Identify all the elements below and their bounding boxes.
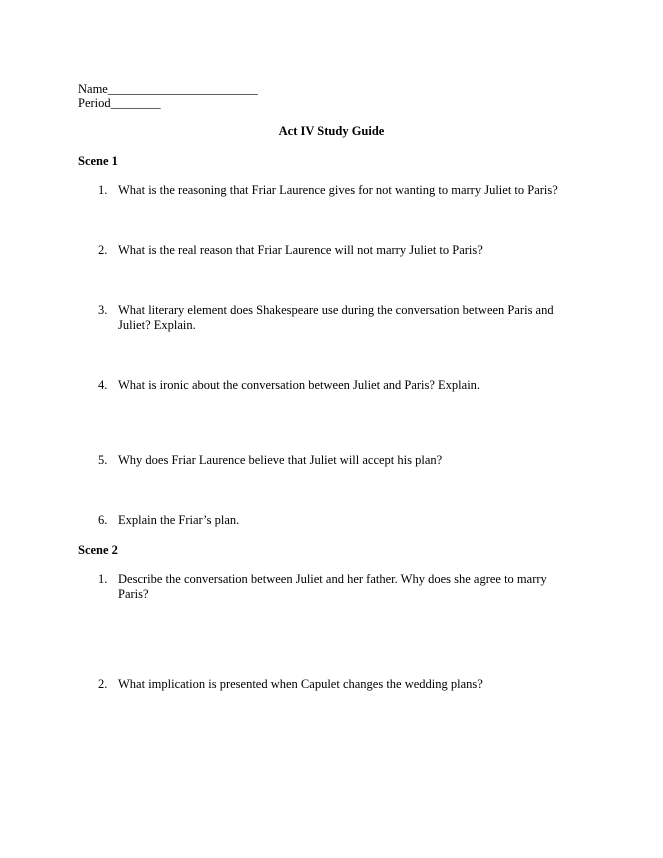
question-text: What is ironic about the conversation between Juliet and Paris? Explain.	[118, 378, 481, 392]
question-number: 4.	[98, 378, 108, 392]
question-number: 5.	[98, 453, 108, 467]
scene-1-question-2	[98, 243, 578, 258]
name-blank: ________________________	[107, 82, 258, 96]
question-number: 6.	[98, 513, 108, 527]
scene-1-question-3	[98, 303, 578, 333]
question-text: What is the real reason that Friar Laurence will not marry Juliet to Paris?	[118, 243, 483, 257]
question-number: 1.	[98, 183, 108, 197]
page-title: Act IV Study Guide	[278, 124, 385, 138]
question-number: 1.	[98, 572, 108, 586]
question-text: What implication is presented when Capulet changes the wedding plans?	[118, 677, 483, 691]
question-text: Explain the Friar’s plan.	[118, 513, 240, 527]
question-text: What literary element does Shakespeare use during the conversation between Paris and Juliet? Explain.	[118, 303, 554, 332]
question-number: 2.	[98, 243, 108, 257]
name-label: Name	[78, 82, 108, 96]
scene-2-question-1	[98, 572, 578, 602]
scene-1-question-1	[98, 183, 578, 198]
scene-1-heading: Scene 1	[78, 154, 118, 168]
name-line	[78, 82, 258, 97]
scene-2-question-2	[98, 677, 578, 692]
scene-1-question-4	[98, 378, 578, 393]
scene-1-question-6	[98, 513, 578, 528]
scene-2-heading: Scene 2	[78, 543, 118, 557]
period-line	[78, 96, 161, 111]
question-number: 2.	[98, 677, 108, 691]
question-text: Describe the conversation between Juliet and her father. Why does she agree to marry Paris?	[118, 572, 547, 601]
period-blank: ________	[110, 96, 161, 110]
period-label: Period	[78, 96, 111, 110]
question-text: Why does Friar Laurence believe that Juliet will accept his plan?	[118, 453, 443, 467]
question-number: 3.	[98, 303, 108, 317]
question-text: What is the reasoning that Friar Laurence gives for not wanting to marry Juliet to Paris?	[118, 183, 558, 197]
scene-1-question-5	[98, 453, 578, 468]
